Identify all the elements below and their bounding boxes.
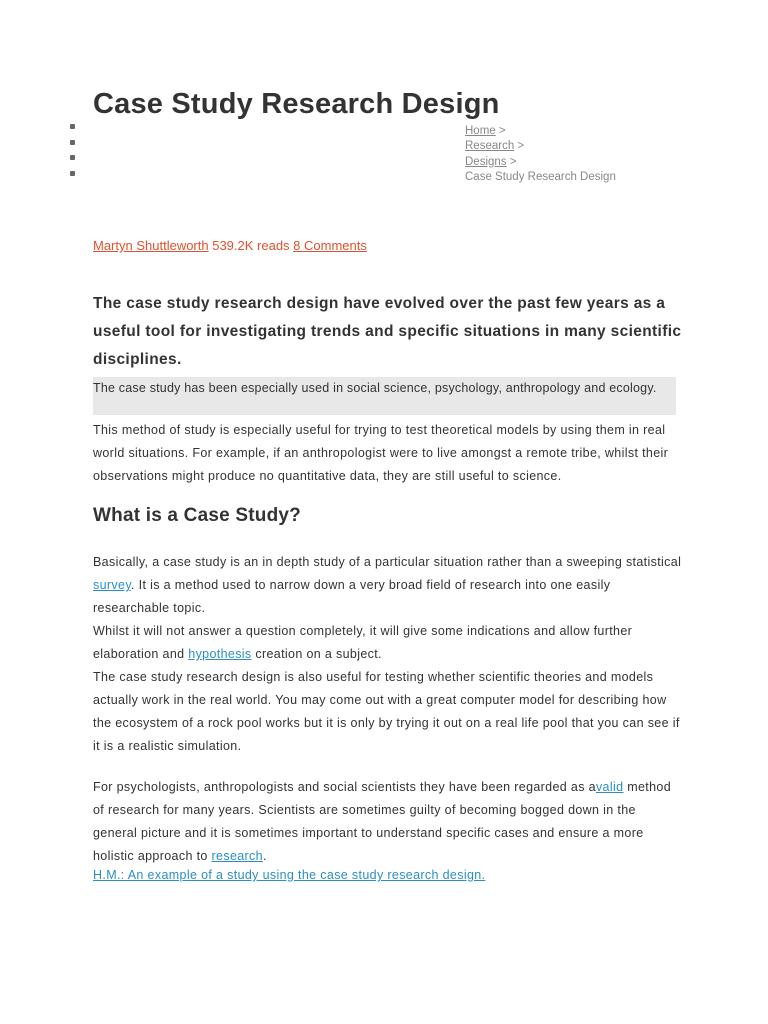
breadcrumb-item-research bbox=[465, 139, 616, 154]
read-count: 539.2K reads bbox=[208, 238, 294, 253]
paragraph-psychologists bbox=[93, 776, 683, 868]
breadcrumb bbox=[465, 124, 616, 185]
section-heading: What is a Case Study? bbox=[93, 505, 301, 526]
paragraph-whilst bbox=[93, 620, 683, 666]
author-link[interactable]: Martyn Shuttleworth bbox=[93, 238, 209, 253]
paragraph-text: Whilst it will not answer a question completely, it will give some indications and allow further elaboration and bbox=[93, 624, 633, 661]
highlighted-paragraph: The case study has been especially used in social science, psychology, anthropology and ecology. bbox=[93, 377, 676, 415]
breadcrumb-item-home bbox=[465, 124, 616, 139]
hypothesis-link[interactable]: hypothesis bbox=[188, 647, 252, 661]
research-link[interactable]: research bbox=[211, 849, 263, 863]
example-study-link[interactable]: H.M.: An example of a study using the case study research design. bbox=[93, 868, 486, 882]
valid-link[interactable]: valid bbox=[595, 780, 624, 794]
breadcrumb-item-designs bbox=[465, 155, 616, 170]
paragraph-text: creation on a subject. bbox=[251, 647, 382, 661]
breadcrumb-link-designs[interactable]: Designs bbox=[465, 155, 507, 168]
bullet-markers bbox=[70, 124, 75, 186]
breadcrumb-link-home[interactable]: Home bbox=[465, 125, 496, 137]
breadcrumb-link-research[interactable]: Research bbox=[465, 140, 515, 153]
paragraph-method: This method of study is especially useful for trying to test theoretical models by using them in real world situations. For example, if an anthropologist were to live amongst a remote tribe, whilst their observations might produce no quantitative data, they are still useful to science. bbox=[93, 423, 669, 483]
breadcrumb-separator: > bbox=[514, 140, 525, 153]
paragraph-text: method of research for many years. Scientists are sometimes guilty of becoming bogged down in the general picture and it is sometimes important to understand specific cases and ensure a more holistic approach to bbox=[93, 780, 672, 863]
lead-paragraph: The case study research design have evolved over the past few years as a useful tool for investigating trends and specific situations in many scientific disciplines. bbox=[93, 295, 682, 368]
comments-link[interactable]: 8 Comments bbox=[293, 238, 367, 253]
bullet-marker bbox=[70, 155, 75, 160]
paragraph-text: . bbox=[262, 849, 267, 863]
bullet-marker bbox=[70, 124, 75, 129]
page-title: Case Study Research Design bbox=[93, 88, 500, 120]
breadcrumb-separator: > bbox=[506, 155, 517, 168]
example-link-line bbox=[93, 868, 485, 882]
breadcrumb-item-current: Case Study Research Design bbox=[465, 170, 616, 183]
paragraph-basically bbox=[93, 551, 683, 620]
paragraph-testing: The case study research design is also useful for testing whether scientific theories and models actually work in the real world. You may come out with a great computer model for describing how the ecosystem of a rock pool works but it is only by trying it out on a real life pool that you can see if it is a realistic simulation. bbox=[93, 670, 680, 753]
paragraph-text: Basically, a case study is an in depth study of a particular situation rather than a sweeping statistical bbox=[93, 555, 682, 569]
breadcrumb-separator: > bbox=[495, 125, 506, 137]
bullet-marker bbox=[70, 140, 75, 145]
bullet-marker bbox=[70, 171, 75, 176]
paragraph-text: For psychologists, anthropologists and social scientists they have been regarded as a bbox=[93, 780, 596, 794]
survey-link[interactable]: survey bbox=[93, 578, 131, 592]
paragraph-text: . It is a method used to narrow down a very broad field of research into one easily researchable topic. bbox=[93, 578, 611, 615]
byline bbox=[93, 238, 367, 253]
